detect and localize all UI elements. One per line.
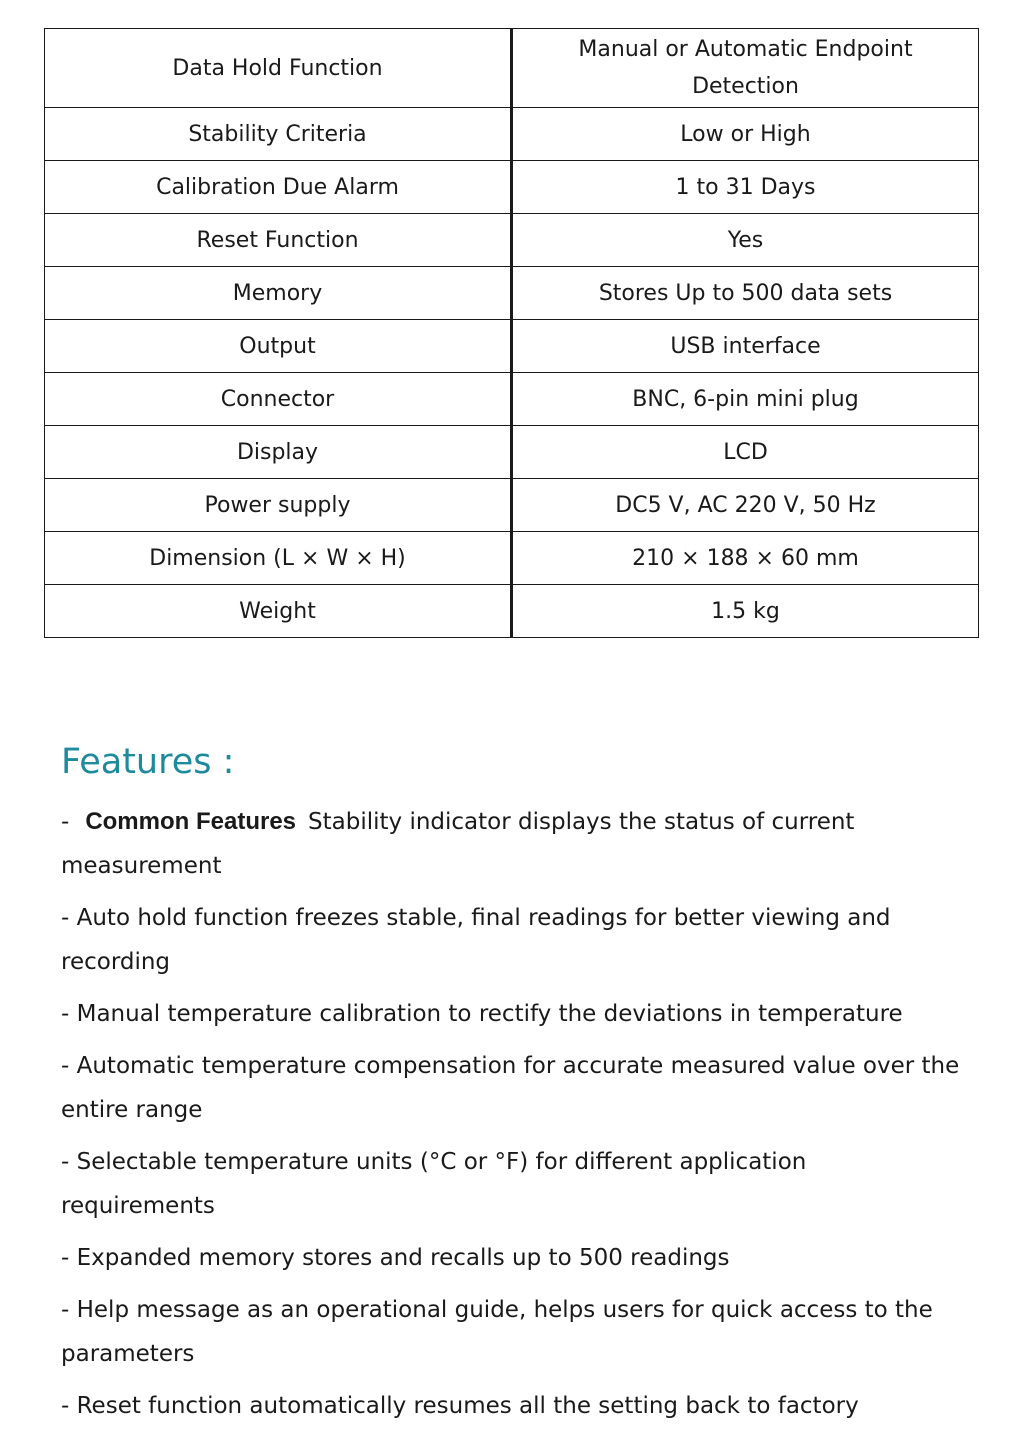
feature-lead: Common Features xyxy=(85,808,297,835)
spec-key: Memory xyxy=(45,267,512,320)
spec-key: Reset Function xyxy=(45,214,512,267)
spec-row xyxy=(45,267,979,320)
spec-row xyxy=(45,479,979,532)
spec-row xyxy=(45,426,979,479)
feature-item: - Help message as an operational guide, helps users for quick access to the parameters xyxy=(61,1297,933,1367)
spec-key: Data Hold Function xyxy=(45,29,512,108)
spec-value: Stores Up to 500 data sets xyxy=(512,267,979,320)
spec-value: 210 × 188 × 60 mm xyxy=(512,532,979,585)
feature-item: - Selectable temperature units (°C or °F) for different application requirements xyxy=(61,1149,807,1219)
specifications-table xyxy=(44,28,979,638)
spec-value: Manual or Automatic Endpoint Detection xyxy=(512,29,979,108)
feature-item xyxy=(61,800,966,888)
spec-value: Yes xyxy=(512,214,979,267)
spec-key: Display xyxy=(45,426,512,479)
spec-row xyxy=(45,320,979,373)
spec-row xyxy=(45,161,979,214)
spec-key: Dimension (L × W × H) xyxy=(45,532,512,585)
spec-key: Stability Criteria xyxy=(45,108,512,161)
spec-row xyxy=(45,585,979,638)
spec-key: Weight xyxy=(45,585,512,638)
spec-row xyxy=(45,108,979,161)
spec-row xyxy=(45,373,979,426)
feature-text: Stability indicator displays the status of current measurement xyxy=(61,809,855,879)
spec-row xyxy=(45,214,979,267)
feature-item: - Expanded memory stores and recalls up to 500 readings xyxy=(61,1245,730,1271)
spec-value: USB interface xyxy=(512,320,979,373)
spec-value: LCD xyxy=(512,426,979,479)
spec-value: DC5 V, AC 220 V, 50 Hz xyxy=(512,479,979,532)
feature-item: - Reset function automatically resumes all the setting back to factory xyxy=(61,1393,859,1419)
feature-item: - Automatic temperature compensation for accurate measured value over the entire range xyxy=(61,1053,960,1123)
features-section xyxy=(61,738,966,1436)
spec-row xyxy=(45,29,979,108)
spec-value: BNC, 6-pin mini plug xyxy=(512,373,979,426)
spec-value: 1 to 31 Days xyxy=(512,161,979,214)
features-heading: Features : xyxy=(61,742,235,782)
spec-value: Low or High xyxy=(512,108,979,161)
feature-item: - Auto hold function freezes stable, final readings for better viewing and recording xyxy=(61,905,891,975)
spec-value: 1.5 kg xyxy=(512,585,979,638)
feature-bullet: - xyxy=(61,809,70,835)
spec-key: Connector xyxy=(45,373,512,426)
spec-key: Power supply xyxy=(45,479,512,532)
spec-key: Calibration Due Alarm xyxy=(45,161,512,214)
spec-row xyxy=(45,532,979,585)
feature-item: - Manual temperature calibration to rectify the deviations in temperature xyxy=(61,1001,903,1027)
spec-key: Output xyxy=(45,320,512,373)
